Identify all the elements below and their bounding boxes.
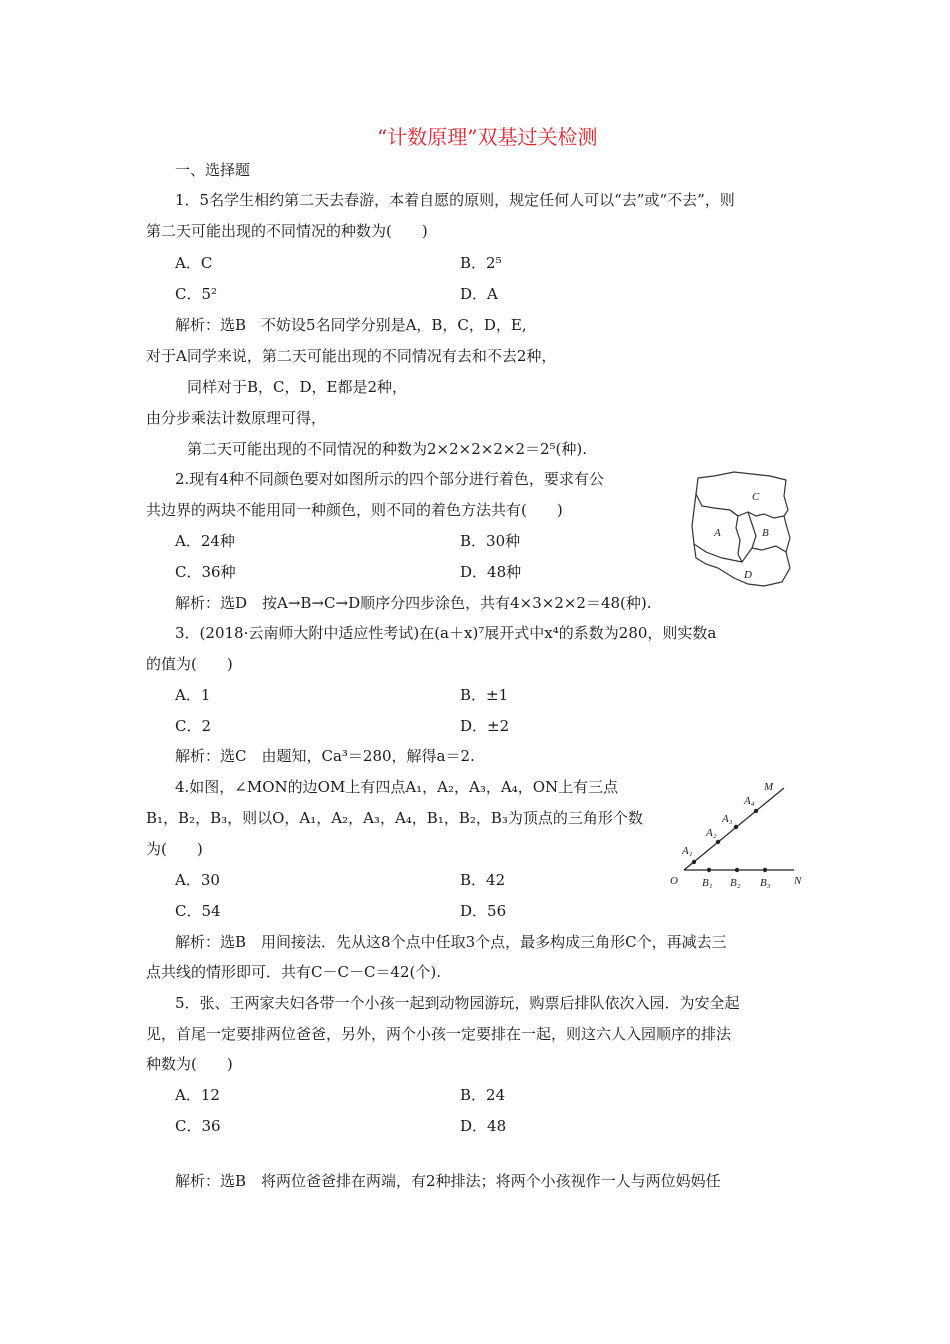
q5-stem-line3: 种数为( ) [146, 1055, 233, 1073]
label-n: N [794, 875, 802, 887]
q4-angle-figure [664, 776, 812, 892]
section-heading: 一、选择题 [175, 161, 251, 179]
label-a1: A₁ [682, 845, 693, 857]
q3-option-a: A．1 [175, 686, 211, 704]
label-a4: A₄ [744, 795, 755, 807]
q1-option-b: B．2⁵ [460, 254, 502, 272]
label-b1: B₁ [702, 877, 713, 889]
q4-option-b: B．42 [460, 871, 506, 889]
q2-map-figure [686, 466, 796, 591]
q4-stem-line1: 4.如图，∠MON的边OM上有四点A₁，A₂，A₃，A₄，ON上有三点 [175, 778, 619, 796]
q1-solution-line3: 同样对于B，C，D，E都是2种， [187, 378, 408, 396]
region-c-outline [696, 472, 788, 518]
label-a2: A₂ [706, 827, 717, 839]
ray-om [684, 788, 784, 870]
point-b2 [735, 868, 739, 872]
q4-option-c: C．54 [175, 902, 221, 920]
point-b1 [707, 868, 711, 872]
region-label-d: D [744, 569, 752, 581]
region-outer-outline [692, 494, 790, 586]
q5-stem-line2: 见，首尾一定要排两位爸爸，另外，两个小孩一定要排在一起，则这六人入园顺序的排法 [146, 1025, 732, 1043]
q1-option-a: A．C [175, 254, 213, 272]
q2-option-a: A．24种 [175, 532, 235, 550]
q1-stem-line1: 1．5名学生相约第二天去春游，本着自愿的原则，规定任何人可以“去”或“不去”，则 [175, 191, 735, 209]
q1-solution-line4: 由分步乘法计数原理可得， [146, 409, 327, 427]
q4-solution-line2: 点共线的情形即可．共有C－C－C＝42(个). [146, 963, 441, 981]
q3-option-c: C．2 [175, 717, 212, 735]
point-a1 [692, 860, 696, 864]
q1-option-c: C．5² [175, 285, 218, 303]
q3-option-b: B．±1 [460, 686, 509, 704]
region-label-c: C [752, 491, 760, 503]
q4-solution-line1: 解析：选B 用间接法．先从这8个点中任取3个点，最多构成三角形C个，再减去三 [175, 933, 727, 951]
q5-solution-line1: 解析：选B 将两位爸爸排在两端，有2种排法；将两个小孩视作一人与两位妈妈任 [175, 1172, 721, 1190]
q4-stem-line2: B₁，B₂，B₃，则以O，A₁，A₂，A₃，A₄，B₁，B₂，B₃为顶点的三角形个数 [146, 809, 643, 827]
point-a2 [716, 840, 720, 844]
q3-solution: 解析：选C 由题知，Ca³＝280，解得a＝2. [175, 747, 475, 765]
q3-option-d: D．±2 [460, 717, 510, 735]
region-d-divider [694, 544, 752, 562]
q5-option-c: C．36 [175, 1117, 221, 1135]
region-a-b-divider [730, 510, 742, 562]
q5-option-d: D．48 [460, 1117, 507, 1135]
region-label-a: A [714, 527, 721, 539]
point-b3 [763, 868, 767, 872]
q2-option-b: B．30种 [460, 532, 521, 550]
q2-option-d: D．48种 [460, 563, 522, 581]
q2-option-c: C．36种 [175, 563, 236, 581]
q1-solution-line2: 对于A同学来说，第二天可能出现的不同情况有去和不去2种， [146, 347, 557, 365]
q1-option-d: D．A [460, 285, 498, 303]
point-a3 [734, 825, 738, 829]
label-m: M [764, 781, 774, 793]
region-label-b: B [762, 527, 769, 539]
q5-option-b: B．24 [460, 1086, 506, 1104]
q3-stem-line2: 的值为( ) [146, 655, 233, 673]
q1-stem-line2: 第二天可能出现的不同情况的种数为( ) [146, 222, 428, 240]
q5-option-a: A．12 [175, 1086, 220, 1104]
q1-solution-line1: 解析：选B 不妨设5名同学分别是A，B，C，D，E, [175, 316, 527, 334]
q1-solution-line5: 第二天可能出现的不同情况的种数为2×2×2×2×2＝2⁵(种). [187, 440, 588, 458]
label-o: O [670, 875, 678, 887]
q4-stem-line3: 为( ) [146, 840, 203, 858]
point-a4 [754, 809, 758, 813]
label-a3: A₃ [722, 813, 733, 825]
q2-stem-line1: 2.现有4种不同颜色要对如图所示的四个部分进行着色，要求有公 [175, 470, 604, 488]
q2-solution: 解析：选D 按A→B→C→D顺序分四步涂色，共有4×3×2×2＝48(种). [175, 594, 652, 612]
q5-stem-line1: 5．张、王两家夫妇各带一个小孩一起到动物园游玩，购票后排队依次入园．为安全起 [175, 994, 740, 1012]
q2-stem-line2: 共边界的两块不能用同一种颜色，则不同的着色方法共有( ) [146, 501, 563, 519]
q3-stem-line1: 3．(2018·云南师大附中适应性考试)在(a＋x)⁷展开式中x⁴的系数为280，则实数a [175, 624, 717, 642]
label-b2: B₂ [730, 877, 741, 889]
q4-option-a: A．30 [175, 871, 220, 889]
page-title: “计数原理”双基过关检测 [377, 125, 598, 149]
label-b3: B₃ [760, 877, 771, 889]
q4-option-d: D．56 [460, 902, 507, 920]
